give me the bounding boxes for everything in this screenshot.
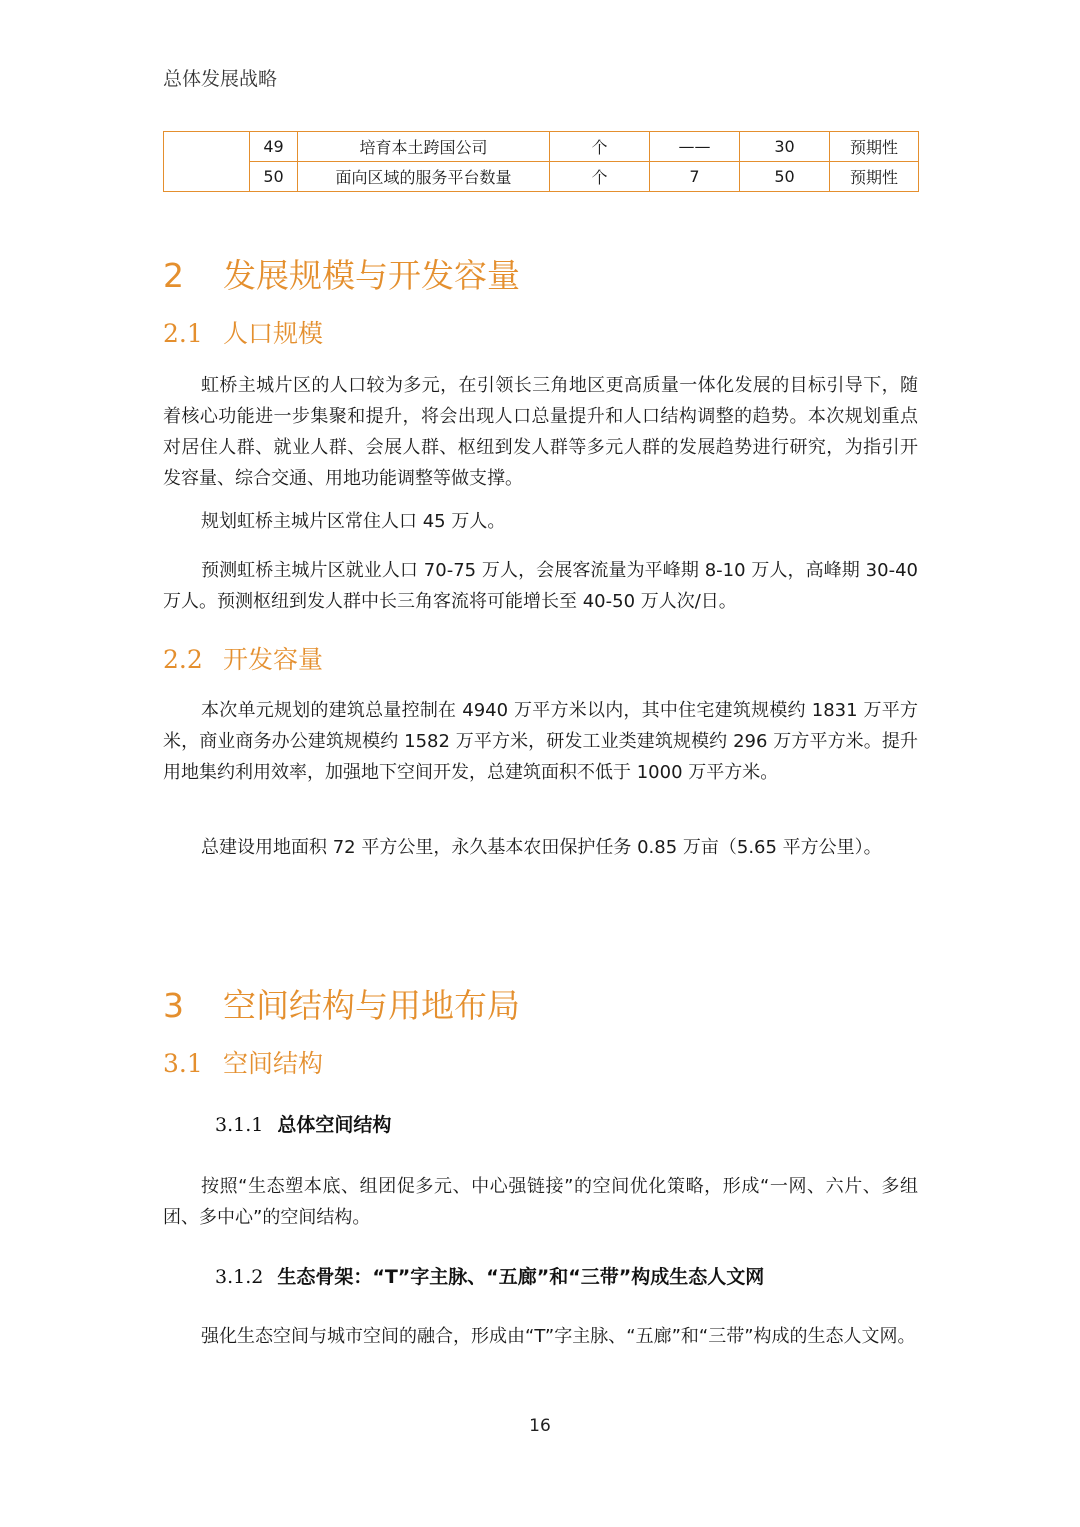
section-3-1-2-title: 生态骨架：“T”字主脉、“五廊”和“三带”构成生态人文网 <box>277 1266 765 1288</box>
section-2-2-heading <box>163 640 323 676</box>
table-cell-unit: 个 <box>550 132 650 162</box>
section-2-number: 2 <box>163 256 184 295</box>
section-3-number: 3 <box>163 986 184 1025</box>
table-cell-base: 7 <box>650 162 740 192</box>
section-3-title: 空间结构与用地布局 <box>223 986 520 1025</box>
paragraph-resident-population: 规划虹桥主城片区常住人口 45 万人。 <box>201 511 506 532</box>
section-2-2-title: 开发容量 <box>223 645 324 674</box>
table-cell-unit: 个 <box>550 162 650 192</box>
page-number: 16 <box>529 1416 551 1436</box>
table-cell-num: 50 <box>250 162 298 192</box>
paragraph-population-overview: 虹桥主城片区的人口较为多元，在引领长三角地区更高质量一体化发展的目标引导下，随着核心功能进一步集聚和提升，将会出现人口总量提升和人口结构调整的趋势。本次规划重点对居住人群、就业人群、会展人群、枢纽到发人群等多元人群的发展趋势进行研究，为指引开发容量、综合交通、用地功能调整等做支撑。 <box>163 375 918 489</box>
running-header: 总体发展战略 <box>163 68 278 90</box>
section-3-1-2-number: 3.1.2 <box>215 1266 264 1288</box>
section-3-1-title: 空间结构 <box>223 1049 324 1078</box>
table-row <box>164 162 919 192</box>
section-3-1-1-number: 3.1.1 <box>215 1114 264 1136</box>
paragraph-building-capacity: 本次单元规划的建筑总量控制在 4940 万平方米以内，其中住宅建筑规模约 1831 万平方米，商业商务办公建筑规模约 1582 万平方米，研发工业类建筑规模约 296 万方平方米。提升用地集约利用效率，加强地下空间开发，总建筑面积不低于 1000 万平方米。 <box>163 700 918 783</box>
indicator-table <box>163 131 919 192</box>
section-2-heading <box>163 250 520 297</box>
section-2-1-number: 2.1 <box>163 319 203 348</box>
category-cell <box>164 132 250 192</box>
table-cell-target: 30 <box>740 132 830 162</box>
section-3-heading <box>163 980 520 1027</box>
section-3-1-2-heading <box>215 1262 764 1289</box>
table-cell-type: 预期性 <box>830 162 919 192</box>
section-3-1-number: 3.1 <box>163 1049 203 1078</box>
paragraph-spatial-structure: 按照“生态塑本底、组团促多元、中心强链接”的空间优化策略，形成“一网、六片、多组团、多中心”的空间结构。 <box>163 1176 918 1228</box>
section-2-title: 发展规模与开发容量 <box>223 256 520 295</box>
section-2-1-heading <box>163 314 323 350</box>
table-cell-base: —— <box>650 132 740 162</box>
paragraph-ecological-network: 强化生态空间与城市空间的融合，形成由“T”字主脉、“五廊”和“三带”构成的生态人文网。 <box>201 1326 916 1347</box>
section-2-2-number: 2.2 <box>163 645 203 674</box>
paragraph-land-area: 总建设用地面积 72 平方公里，永久基本农田保护任务 0.85 万亩（5.65 平方公里）。 <box>201 837 882 858</box>
section-3-1-1-heading <box>215 1110 391 1137</box>
table-cell-target: 50 <box>740 162 830 192</box>
paragraph-employment-forecast: 预测虹桥主城片区就业人口 70-75 万人，会展客流量为平峰期 8-10 万人，高峰期 30-40 万人。预测枢纽到发人群中长三角客流将可能增长至 40-50 万人次/日。 <box>163 560 918 612</box>
table-cell-name: 培育本土跨国公司 <box>298 132 550 162</box>
table-cell-num: 49 <box>250 132 298 162</box>
section-2-1-title: 人口规模 <box>223 319 324 348</box>
table-cell-type: 预期性 <box>830 132 919 162</box>
section-3-1-heading <box>163 1044 323 1080</box>
section-3-1-1-title: 总体空间结构 <box>277 1114 392 1136</box>
table-row <box>164 132 919 162</box>
table-cell-name: 面向区域的服务平台数量 <box>298 162 550 192</box>
